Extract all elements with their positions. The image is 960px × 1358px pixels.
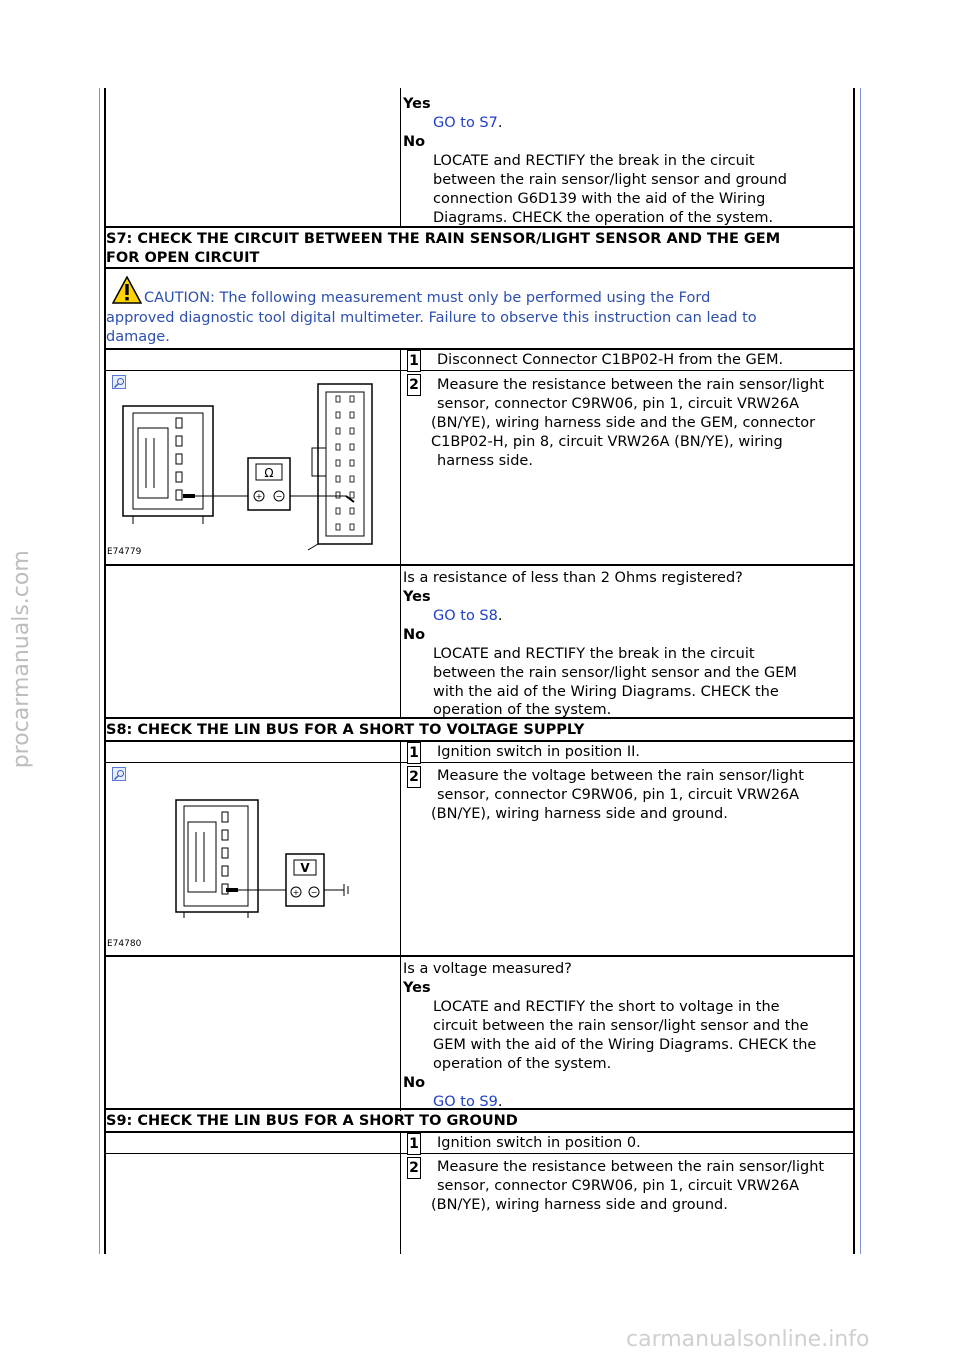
no-action-line: between the rain sensor/light sensor and the GEM: [433, 665, 797, 681]
figure-code: E74779: [107, 547, 142, 557]
step-text: Ignition switch in position II.: [437, 744, 641, 760]
caution-text: CAUTION: The following measurement must only be performed using the Ford approved diagnostic tool digital multimeter. Failure to observe this instruction can lead to damage.: [106, 290, 757, 345]
step-text: Disconnect Connector C1BP02-H from the GEM.: [437, 352, 784, 368]
wiring-diagram-figure: [108, 772, 398, 954]
column-divider: [400, 349, 401, 719]
yes-action: GO to S7.: [433, 115, 503, 131]
step-number: 2: [407, 374, 421, 396]
step-text: Ignition switch in position 0.: [437, 1135, 641, 1151]
go-to-s7-link[interactable]: GO to S7: [433, 115, 498, 131]
yes-action-line: GEM with the aid of the Wiring Diagrams. CHECK the: [433, 1037, 817, 1053]
column-divider: [400, 741, 401, 1111]
row-rule: [104, 267, 855, 269]
yes-label: Yes: [403, 980, 431, 996]
column-divider: [400, 1132, 401, 1254]
step-number: 1: [407, 742, 421, 764]
svg-text:+: +: [292, 888, 300, 897]
yes-action-line: operation of the system.: [433, 1056, 612, 1072]
step-number: 2: [407, 766, 421, 788]
svg-text:−: −: [310, 888, 318, 897]
row-rule: [104, 370, 855, 371]
step-text-line: Measure the resistance between the rain sensor/light: [437, 377, 825, 393]
yes-action-line: circuit between the rain sensor/light sensor and the: [433, 1018, 809, 1034]
step-text-line: sensor, connector C9RW06, pin 1, circuit VRW26A: [437, 787, 800, 803]
row-rule: [104, 1131, 855, 1133]
s9-heading: S9: CHECK THE LIN BUS FOR A SHORT TO GROUND: [106, 1113, 518, 1129]
step-number: 1: [407, 350, 421, 372]
svg-text:−: −: [275, 492, 283, 501]
no-action: GO to S9.: [433, 1094, 503, 1110]
table-right-border: [853, 88, 855, 1254]
figure-code: E74780: [107, 939, 142, 949]
bottom-watermark: carmanualsonline.info: [626, 1327, 870, 1352]
no-action-line: between the rain sensor/light sensor and ground: [433, 172, 787, 188]
step-text-line: sensor, connector C9RW06, pin 1, circuit VRW26A: [437, 1178, 800, 1194]
step-text-line: (BN/YE), wiring harness side and ground.: [431, 1197, 728, 1213]
row-rule: [104, 740, 855, 742]
row-rule: [104, 1153, 855, 1154]
row-rule: [104, 564, 855, 566]
meter-symbol: V: [300, 861, 310, 875]
go-to-s8-link[interactable]: GO to S8: [433, 608, 498, 624]
s8-heading: S8: CHECK THE LIN BUS FOR A SHORT TO VOLTAGE SUPPLY: [106, 722, 585, 738]
no-action-line: LOCATE and RECTIFY the break in the circuit: [433, 153, 755, 169]
no-action-line: operation of the system.: [433, 702, 612, 718]
left-margin-rule: [99, 88, 100, 1254]
row-rule: [104, 955, 855, 957]
no-action-line: LOCATE and RECTIFY the break in the circuit: [433, 646, 755, 662]
right-margin-rule: [860, 88, 861, 1254]
row-rule: [104, 762, 855, 763]
yes-action: GO to S8.: [433, 608, 503, 624]
no-action-line: Diagrams. CHECK the operation of the system.: [433, 210, 774, 226]
yes-action-line: LOCATE and RECTIFY the short to voltage in the: [433, 999, 780, 1015]
no-label: No: [403, 1075, 426, 1091]
svg-text:+: +: [255, 492, 263, 501]
row-rule: [104, 348, 855, 350]
s7-heading: S7: CHECK THE CIRCUIT BETWEEN THE RAIN SENSOR/LIGHT SENSOR AND THE GEM FOR OPEN CIRCUIT: [106, 231, 781, 266]
yes-label: Yes: [403, 96, 431, 112]
side-watermark: procarmanuals.com: [8, 550, 34, 769]
question-text: Is a resistance of less than 2 Ohms registered?: [403, 570, 743, 586]
no-action-line: with the aid of the Wiring Diagrams. CHECK the: [433, 684, 779, 700]
step-text-line: (BN/YE), wiring harness side and the GEM, connector: [431, 415, 816, 431]
step-text-line: harness side.: [437, 453, 533, 469]
step-text-line: C1BP02-H, pin 8, circuit VRW26A (BN/YE), wiring: [431, 434, 783, 450]
column-divider: [400, 88, 401, 227]
step-number: 1: [407, 1133, 421, 1155]
no-label: No: [403, 627, 426, 643]
no-action-line: connection G6D139 with the aid of the Wiring: [433, 191, 766, 207]
step-text-line: sensor, connector C9RW06, pin 1, circuit VRW26A: [437, 396, 800, 412]
yes-label: Yes: [403, 589, 431, 605]
step-number: 2: [407, 1157, 421, 1179]
go-to-s9-link[interactable]: GO to S9: [433, 1094, 498, 1110]
meter-symbol: Ω: [264, 466, 274, 480]
step-text-line: Measure the voltage between the rain sensor/light: [437, 768, 804, 784]
question-text: Is a voltage measured?: [403, 961, 572, 977]
step-text-line: (BN/YE), wiring harness side and ground.: [431, 806, 728, 822]
wiring-diagram-figure: [108, 378, 398, 563]
no-label: No: [403, 134, 426, 150]
step-text-line: Measure the resistance between the rain sensor/light: [437, 1159, 825, 1175]
